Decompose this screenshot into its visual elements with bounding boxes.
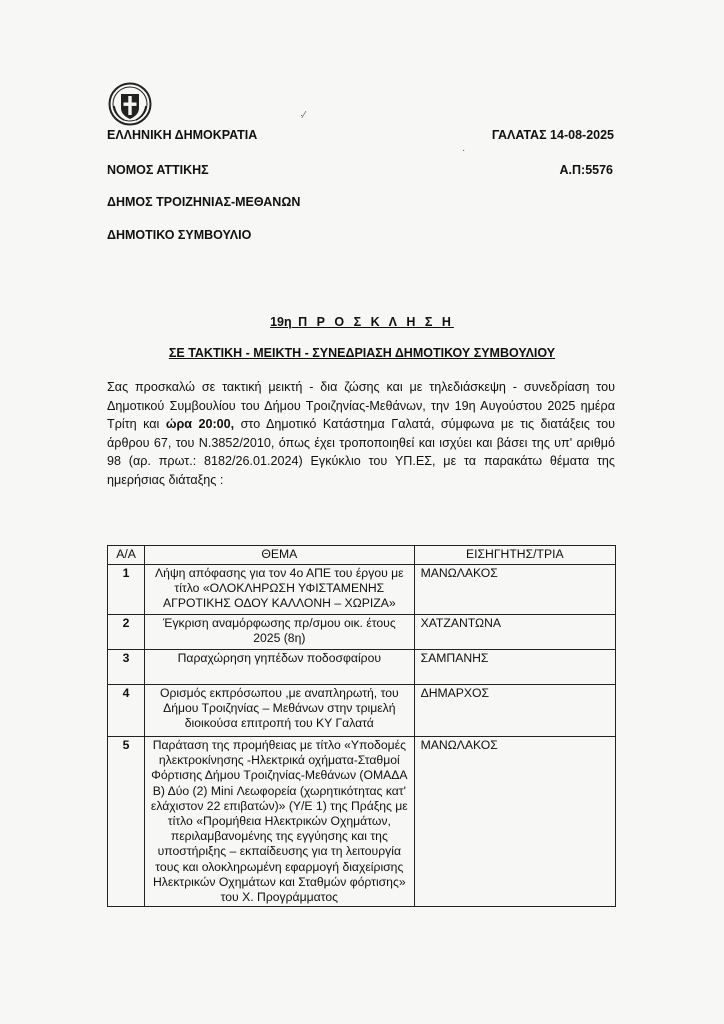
table-row [108, 650, 616, 685]
header-date: ΓΑΛΑΤΑΣ 14-08-2025 [491, 128, 614, 142]
table-header-row [108, 546, 616, 565]
intro-text-2: στο Δημοτικό Κατάστημα Γαλατά, σύμφωνα με τις διατάξεις του άρθρου 67, του Ν.3852/2010, όπως έχει τροποποιηθεί και ισχύει και βάσει της υπ' αριθμό 98 (αρ. πρωτ.: 8182/26.01.2024) Εγκύκλιο του ΥΠ.ΕΣ, με τα παρακάτω θέματα της ημερήσιας διάταξης : [107, 417, 615, 487]
intro-paragraph [107, 378, 615, 490]
header-country: ΕΛΛΗΝΙΚΗ ΔΗΜΟΚΡΑΤΙΑ [107, 128, 258, 142]
row-topic: Ορισμός εκπρόσωπου ,με αναπληρωτή, του Δήμου Τροιζηνίας – Μεθάνων στην τριμελή διοικούσα επιτροπή του ΚΥ Γαλατά [145, 685, 415, 737]
greek-coat-of-arms-icon [108, 82, 152, 126]
row-number: 1 [108, 565, 145, 615]
header-protocol: Α.Π:5576 [559, 163, 613, 177]
table-row [108, 685, 616, 737]
header-municipality: ΔΗΜΟΣ ΤΡΟΙΖΗΝΙΑΣ-ΜΕΘΑΝΩΝ [107, 195, 301, 209]
col-header-number: Α/Α [108, 546, 145, 565]
row-rapporteur: ΧΑΤΖΑΝΤΩΝΑ [414, 615, 615, 650]
row-rapporteur: ΜΑΝΩΛΑΚΟΣ [414, 737, 615, 907]
table-row [108, 615, 616, 650]
row-number: 4 [108, 685, 145, 737]
row-number: 2 [108, 615, 145, 650]
header-prefecture: ΝΟΜΟΣ ΑΤΤΙΚΗΣ [107, 163, 209, 177]
row-rapporteur: ΣΑΜΠΑΝΗΣ [414, 650, 615, 685]
row-rapporteur: ΔΗΜΑΡΧΟΣ [414, 685, 615, 737]
table-row [108, 737, 616, 907]
row-topic: Παράταση της προμήθειας με τίτλο «Υποδομές ηλεκτροκίνησης -Ηλεκτρικά οχήματα-Σταθμοί Φόρτισης Δήμου Τροιζηνίας-Μεθάνων (ΟΜΑΔΑ Β) Δύο (2) Mini Λεωφορεία (χωρητικότητας κατ' ελάχιστον 22 επιβατών)» (Υ/Ε 1) της Πράξης με τίτλο «Προμήθεια Ηλεκτρικών Οχημάτων, περιλαμβανομένης της εγγύησης και της υποστήριξης – εκπαίδευσης για τη λειτουργία τους και ολοκληρωμένη εφαρμογή διαχείρισης Ηλεκτρικών Οχημάτων και Σταθμών φόρτισης» του Χ. Προγράμματος [145, 737, 415, 907]
title-word: Π Ρ Ο Σ Κ Λ Η Σ Η [298, 315, 454, 329]
document-title [0, 315, 724, 329]
row-number: 5 [108, 737, 145, 907]
col-header-rapporteur: ΕΙΣΗΓΗΤΗΣ/ΤΡΙΑ [414, 546, 615, 565]
intro-text-1: Σας προσκαλώ σε τακτική μεικτή - δια ζώσης και με τηλεδιάσκεψη - συνεδρίαση του Δημοτικού Συμβουλίου του Δήμου Τροιζηνίας-Μεθάνων, την 19η Αυγούστου 2025 ημέρα Τρίτη και [107, 380, 615, 432]
row-rapporteur: ΜΑΝΩΛΑΚΟΣ [414, 565, 615, 615]
header-council: ΔΗΜΟΤΙΚΟ ΣΥΜΒΟΥΛΙΟ [107, 228, 252, 242]
row-topic: Έγκριση αναμόρφωσης πρ/σμου οικ. έτους 2025 (8η) [145, 615, 415, 650]
scan-speck: ·⁄ [300, 110, 305, 121]
row-topic: Λήψη απόφασης για τον 4ο ΑΠΕ του έργου με τίτλο «ΟΛΟΚΛΗΡΩΣΗ ΥΦΙΣΤΑΜΕΝΗΣ ΑΓΡΟΤΙΚΗΣ ΟΔΟΥ ΚΑΛΛΟΝΗ – ΧΩΡΙΖΑ» [145, 565, 415, 615]
title-number: 19η [270, 315, 292, 329]
col-header-topic: ΘΕΜΑ [145, 546, 415, 565]
row-topic: Παραχώρηση γηπέδων ποδοσφαίρου [145, 650, 415, 685]
intro-time: ώρα 20:00, [165, 417, 235, 432]
row-number: 3 [108, 650, 145, 685]
document-subtitle: ΣΕ ΤΑΚΤΙΚΗ - ΜΕΙΚΤΗ - ΣΥΝΕΔΡΙΑΣΗ ΔΗΜΟΤΙΚΟΥ ΣΥΜΒΟΥΛΙΟΥ [168, 346, 556, 360]
table-row [108, 565, 616, 615]
scan-speck-2: · [462, 145, 466, 156]
agenda-table [107, 545, 616, 907]
